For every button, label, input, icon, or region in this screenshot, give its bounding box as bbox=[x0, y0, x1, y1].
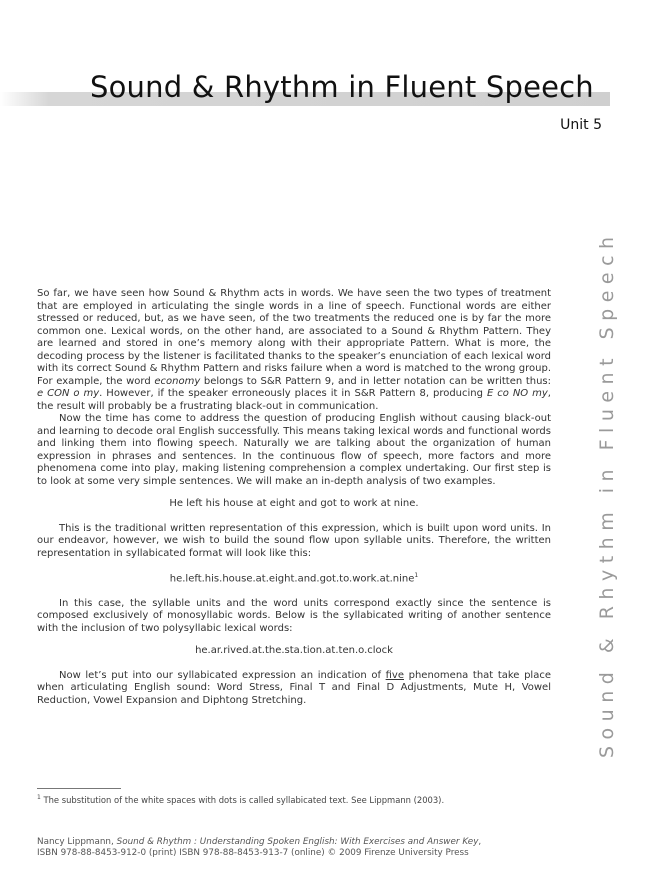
body-text bbox=[37, 288, 551, 707]
footer-citation bbox=[37, 837, 481, 859]
footnote-divider bbox=[37, 788, 121, 789]
page-title: Sound & Rhythm in Fluent Speech bbox=[90, 70, 594, 104]
paragraph-1: So far, we have seen how Sound & Rhythm acts in words. We have seen the two types of treatment that are employed in articulating the single words in a line of speech. Functional words are either stressed or reduced, but, as we have seen, of the two treatments the reduced one is by far the more common one. Lexical words, on the other hand, are associated to a Sound & Rhythm Pattern. They are learned and stored in one’s memory along with their appropriate Pattern. What is more, the decoding process by the listener is facilitated thanks to the speaker’s enunciation of each lexical word with its correct Sound & Rhythm Pattern and risks failure when a word is matched to the wrong group. For example, the word economy belongs to S&R Pattern 9, and in letter notation can be written thus: e CON o my. However, if the speaker erroneously places it in S&R Pattern 8, producing E co NO my, the result will probably be a frustrating black-out in communication. bbox=[37, 288, 552, 412]
example-word: economy bbox=[154, 375, 201, 387]
example-sentence-3: he.ar.rived.at.the.sta.tion.at.ten.o.clock bbox=[195, 645, 393, 657]
example-sentence-2: he.left.his.house.at.eight.and.got.to.work.at.nine$^1$ bbox=[169, 572, 419, 585]
side-running-title: Sound & Rhythm in Fluent Speech bbox=[596, 230, 618, 758]
paragraph-2: Now the time has come to address the question of producing English without causing black-out and learning to decode oral English successfully. This means taking lexical words and functional words and linking them into flowing speech. Naturally we are talking about the organization of human expression in phrases and sentences. In the continuous flow of speech, more factors and more phenomena come into play, making listening comprehension a complex undertaking. Our first step is to look at some very simple sentences. We will make an in-depth analysis of two examples. bbox=[37, 413, 551, 487]
footer-line-2: ISBN 978-88-8453-912-0 (print) ISBN 978-88-8453-913-7 (online) © 2009 Firenze University Press bbox=[37, 848, 469, 858]
paragraph-5: Now let’s put into our syllabicated expression an indication of five phenomena that take place when articulating English sound: Word Stress, Final T and Final D Adjustments, Mute H, Vowel Reduction, Vowel Expansion and Diphtong Stretching. bbox=[37, 669, 551, 706]
footnote-ref: 1 bbox=[414, 572, 419, 579]
letter-notation-wrong: E co NO my bbox=[486, 388, 548, 399]
paragraph-4: In this case, the syllable units and the word units correspond exactly since the sentence is composed exclusively of monosyllabic words. Below is the syllabicated writing of another sentence with the inclusion of two polysyllabic lexical words: bbox=[37, 597, 551, 634]
paragraph-3: This is the traditional written representation of this expression, which is built upon word units. In our endeavor, however, we wish to build the sound flow upon syllable units. Therefore, the written representation in syllabicated format will look like this: bbox=[37, 522, 551, 559]
letter-notation-correct: e CON o my bbox=[37, 388, 100, 399]
footnote: $^1$ The substitution of the white spaces with dots is called syllabicated text. See Lippmann (2003). bbox=[37, 794, 445, 805]
unit-label: Unit 5 bbox=[560, 117, 602, 133]
footer-line-1: Nancy Lippmann, Sound & Rhythm : Understanding Spoken English: With Exercises and Answer Key, bbox=[37, 837, 482, 847]
example-sentence-1: He left his house at eight and got to work at nine. bbox=[169, 498, 419, 509]
underlined-word: five bbox=[385, 669, 404, 681]
